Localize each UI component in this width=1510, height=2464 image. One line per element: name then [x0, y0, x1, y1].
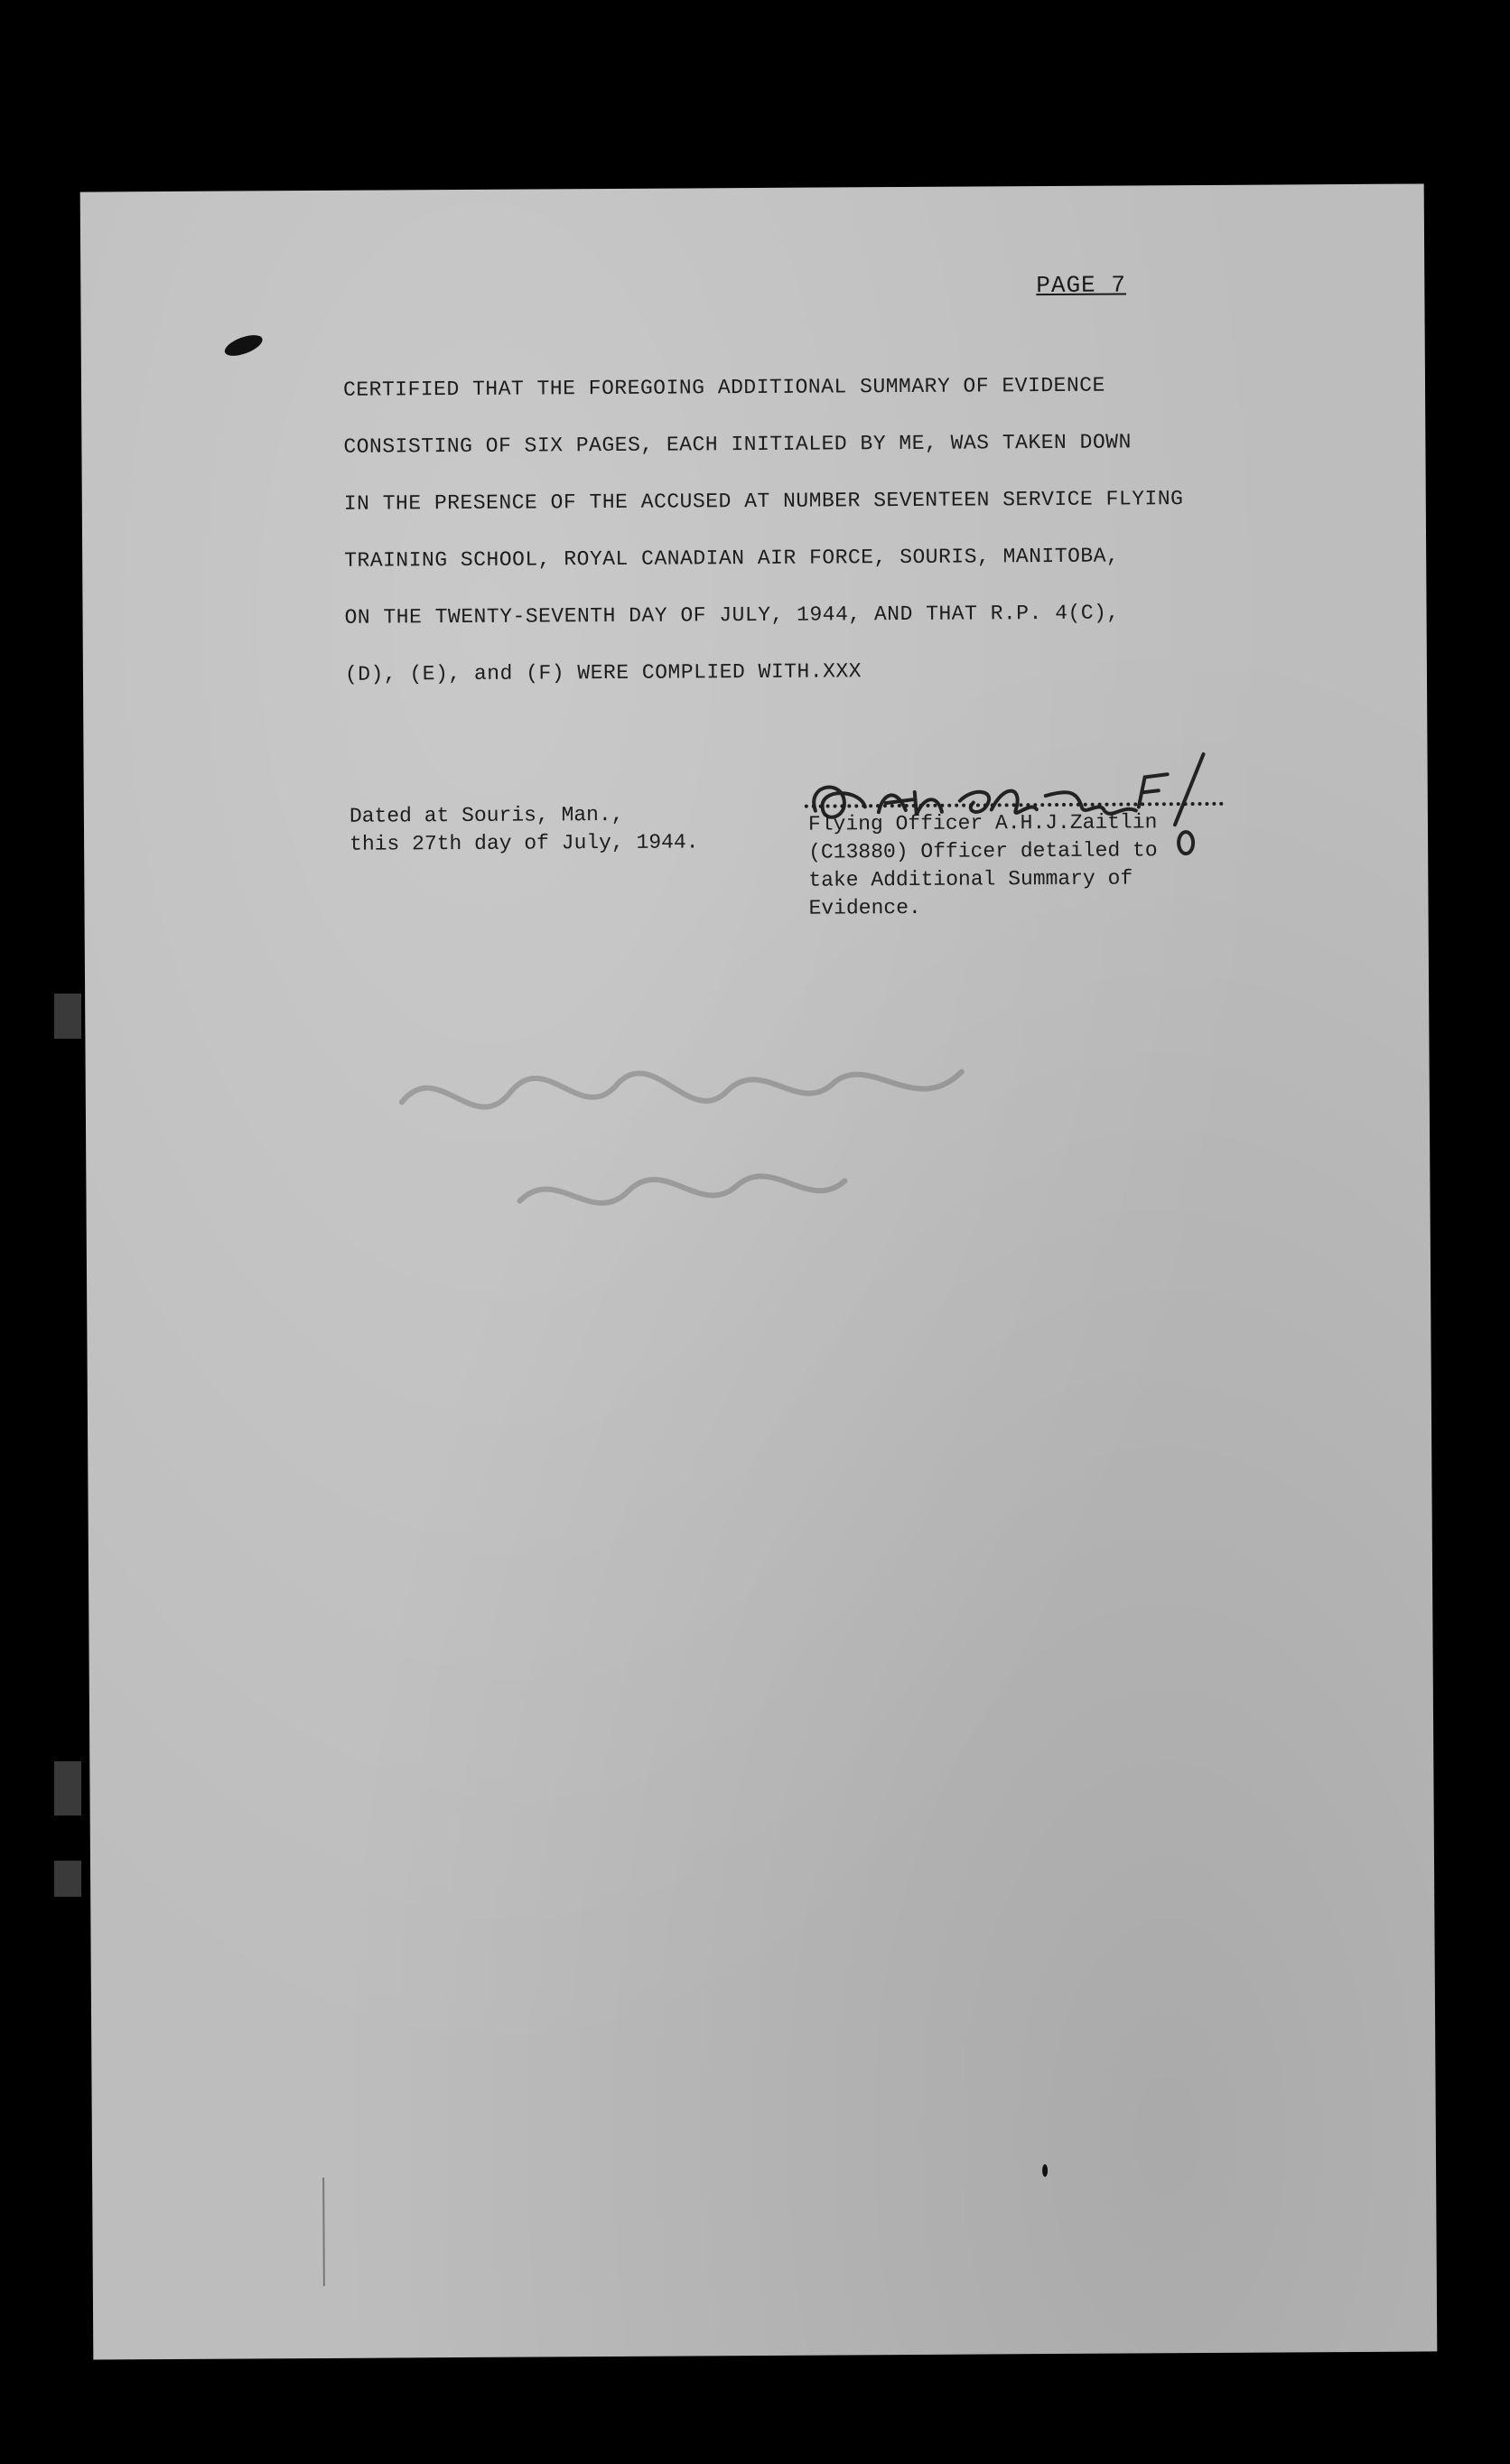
- ink-speck: [1042, 2164, 1048, 2177]
- scan-edge-mark: [54, 1761, 81, 1815]
- scan-edge-mark: [54, 994, 81, 1039]
- page-number: PAGE 7: [1036, 271, 1127, 300]
- scan-edge-mark: [54, 1861, 81, 1897]
- certificate-line: IN THE PRESENCE OF THE ACCUSED AT NUMBER SEVENTEEN SERVICE FLYING: [343, 487, 1184, 516]
- officer-line: take Additional Summary of: [808, 866, 1133, 892]
- certificate-line: CERTIFIED THAT THE FOREGOING ADDITIONAL SUMMARY OF EVIDENCE: [342, 373, 1105, 402]
- dated-block: [350, 800, 699, 858]
- margin-pencil-line: [322, 2178, 325, 2286]
- dated-line: Dated at Souris, Man.,: [349, 802, 624, 828]
- officer-line: Flying Officer A.H.J.Zaitlin: [807, 810, 1158, 836]
- certificate-text: [343, 356, 1356, 704]
- officer-line: Evidence.: [808, 895, 921, 920]
- dated-line: this 27th day of July, 1944.: [350, 830, 699, 856]
- certificate-line: ON THE TWENTY-SEVENTH DAY OF JULY, 1944, AND THAT R.P. 4(C),: [344, 601, 1120, 630]
- bleed-through-writing: [383, 1026, 1017, 1255]
- officer-line: (C13880) Officer detailed to: [808, 838, 1158, 864]
- officer-block: [808, 808, 1158, 922]
- ink-blot: [222, 331, 266, 359]
- certificate-line: (D), (E), and (F) WERE COMPLIED WITH.XXX: [344, 659, 862, 686]
- certificate-line: CONSISTING OF SIX PAGES, EACH INITIALED BY ME, WAS TAKEN DOWN: [343, 430, 1132, 459]
- certificate-line: TRAINING SCHOOL, ROYAL CANADIAN AIR FORCE, SOURIS, MANITOBA,: [344, 544, 1120, 573]
- document-page: [80, 183, 1438, 2359]
